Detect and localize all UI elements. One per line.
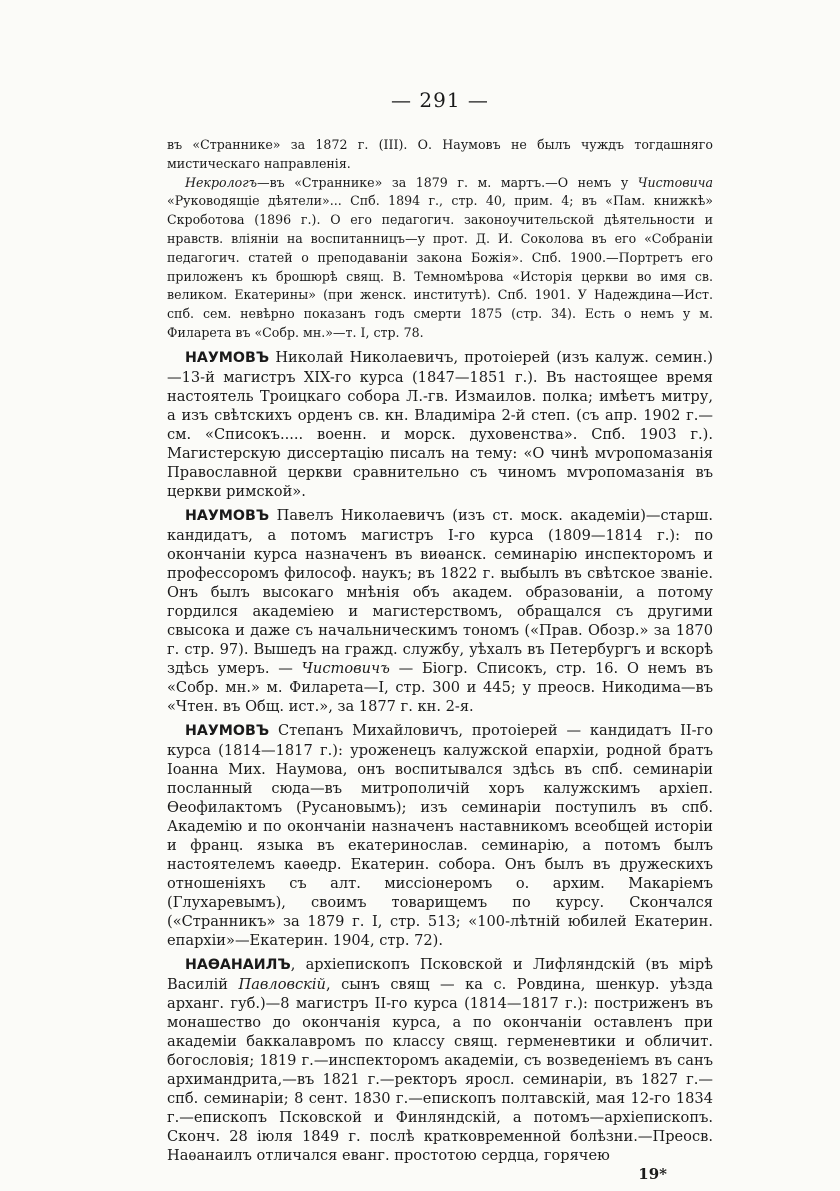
entry-naumov-nikolai bbox=[167, 348, 713, 501]
entry-surname: Павловскій bbox=[238, 975, 326, 993]
entry-body: , архіепископъ Псковской и Лифляндскій (въ мірѣ Василій bbox=[167, 955, 713, 993]
entry-body: Николай Николаевичъ, протоіерей (изъ калуж. семин.)—13-й магистръ XIX-го курса (1847—1851 г.). Въ настоящее время настоятель Троицкаго собора Л.-гв. Измаилов. полка; имѣетъ митру, а изъ свѣтскихъ орденъ св. кн. Владиміра 2-й степ. (съ апр. 1902 г.—см. «Списокъ..... военн. и морск. духовенства». Спб. 1903 г.). Магистерскую диссертацію писалъ на тему: «О чинѣ мѵропомазанія Православной церкви сравнительно съ чиномъ мѵропомазанія въ церкви римской». bbox=[167, 348, 713, 500]
intro-text-content: въ «Страннике» за 1872 г. (III). О. Наумовъ не былъ чуждъ тогдашняго мистическаго направленія. bbox=[167, 137, 713, 171]
entry-body-2: , сынъ свящ — ка с. Ровдина, шенкур. уѣзда арханг. губ.)—8 магистръ II-го курса (1814—1817 г.): постриженъ въ монашество до окончанія курса, а по окончаніи оставленъ при академіи баккалавромъ по классу свящ. герменевтики и обличит. богословія; 1819 г.—инспекторомъ академіи, съ возведеніемъ въ санъ архимандрита,—въ 1821 г.—ректоръ яросл. семинаріи, въ 1827 г.—спб. семинаріи; 8 сент. 1830 г.—епископъ полтавскій, мая 12-го 1834 г.—епископъ Псковской и Финляндскій, а потомъ—архіепископъ. Сконч. 28 іюля 1849 г. послѣ кратковременной болѣзни.—Преосв. Наѳанаилъ отличался еванг. простотою сердца, горячею bbox=[167, 975, 713, 1164]
entry-body: Степанъ Михайловичъ, протоіерей — кандидатъ II-го курса (1814—1817 г.): уроженецъ калужской епархіи, родной братъ Іоанна Мих. Наумова, онъ воспитывался здѣсь въ спб. семинаріи посланный сюда—въ митрополичій хоръ калужскимъ архіеп. Ѳеофилактомъ (Русановымъ); изъ семинаріи поступилъ въ спб. Академію и по окончаніи назначенъ наставникомъ всеобщей исторіи и франц. языка въ екатеринослав. семинарію, а потомъ былъ настоятелемъ каѳедр. Екатерин. собора. Онъ былъ въ дружескихъ отношеніяхъ съ алт. миссіонеромъ о. архим. Макаріемъ (Глухаревымъ), своимъ товарищемъ по курсу. Скончался («Странникъ» за 1879 г. I, стр. 513; «100-лѣтній юбилей Екатерин. епархіи»—Екатерин. 1904, стр. 72). bbox=[167, 721, 713, 949]
intro-text bbox=[167, 136, 713, 174]
entry-body-2: — Біогр. Списокъ, стр. 16. О немъ въ «Собр. мн.» м. Филарета—I, стр. 300 и 445; у преосв. Никодима—въ «Чтен. въ Общ. ист.», за 1877 г. кн. 2-я. bbox=[167, 659, 713, 715]
obituary-note bbox=[167, 174, 713, 343]
entry-nathanail bbox=[167, 955, 713, 1165]
entry-naumov-stepan bbox=[167, 721, 713, 950]
entry-heading: НАУМОВЪ bbox=[185, 507, 270, 524]
entry-author: Чистовичъ bbox=[301, 659, 390, 677]
signature-mark: 19* bbox=[638, 1164, 667, 1183]
page-number: — 291 — bbox=[391, 88, 489, 112]
entry-heading: НАѲАНАИЛЪ bbox=[185, 956, 291, 973]
entry-heading: НАУМОВЪ bbox=[185, 349, 270, 366]
entry-heading: НАУМОВЪ bbox=[185, 722, 270, 739]
entry-naumov-pavel bbox=[167, 506, 713, 716]
note-text: —въ «Страннике» за 1879 г. м. мартъ.—О немъ у bbox=[256, 174, 638, 190]
note-text-2: «Руководящіе дѣятели»... Спб. 1894 г., стр. 40, прим. 4; въ «Пам. книжкѣ» Скроботова (1896 г.). О его педагогич. законоучительской дѣятельности и нравств. вліяніи на воспитанницъ—у прот. Д. И. Соколова въ его «Собраніи педагогич. статей о преподаваніи закона Божія». Спб. 1900.—Портретъ его приложенъ къ брошюрѣ свящ. В. Темномѣрова «Исторія церкви во имя св. великом. Екатерины» (при женск. институтѣ). Спб. 1901. У Надеждина—Ист. спб. сем. невѣрно показанъ годъ смерти 1875 (стр. 34). Есть о немъ у м. Филарета въ «Собр. мн.»—т. I, стр. 78. bbox=[167, 193, 713, 340]
note-author: Чистовича bbox=[637, 174, 713, 190]
document-page bbox=[167, 88, 713, 1183]
note-lead: Некрологъ bbox=[185, 174, 257, 190]
entry-body: Павелъ Николаевичъ (изъ ст. моск. академіи)—старш. кандидатъ, а потомъ магистръ I-го курса (1809—1814 г.): по окончаніи курса назначенъ въ виѳанск. семинарію инспекторомъ и профессоромъ философ. наукъ; въ 1822 г. выбылъ въ свѣтское званіе. Онъ былъ высокаго мнѣнія объ академ. образованіи, а потому гордился академіею и магистерствомъ, обращался съ другими свысока и даже съ начальническимъ тономъ («Прав. Обозр.» за 1870 г. стр. 97). Вышедъ на гражд. службу, уѣхалъ въ Петербургъ и вскорѣ здѣсь умеръ. — bbox=[167, 506, 713, 677]
